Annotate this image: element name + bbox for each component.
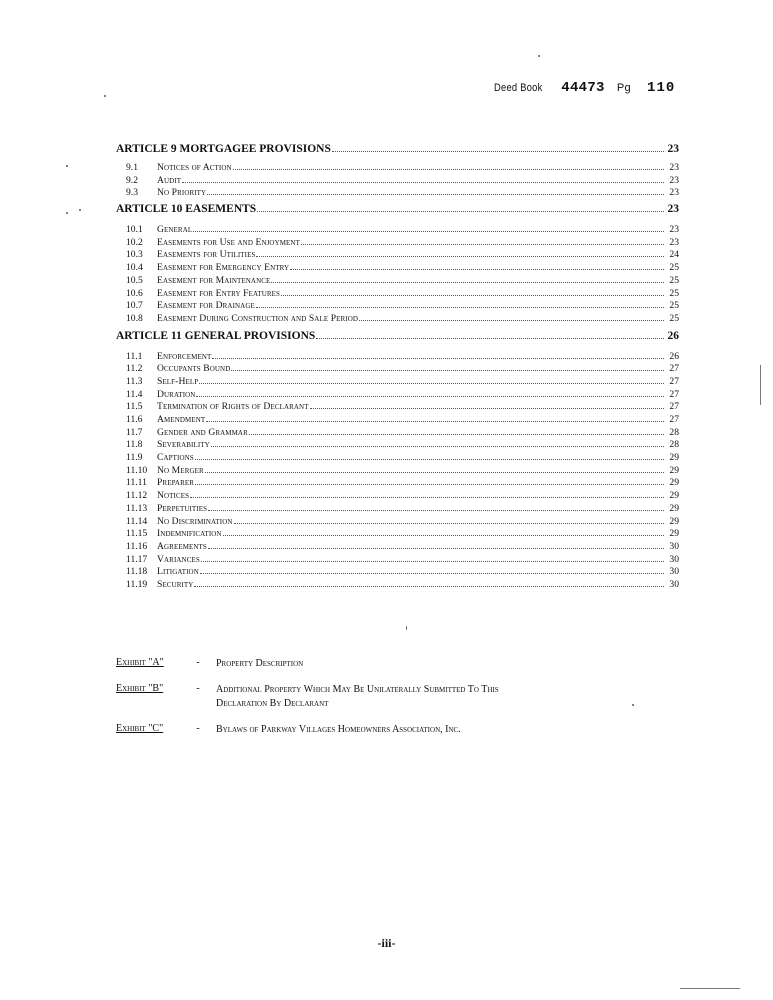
dot-leader [233, 163, 664, 170]
footer-page-number: -iii- [377, 936, 396, 950]
dot-leader [196, 390, 664, 397]
deed-book-label: Deed Book [494, 82, 543, 94]
entry-title: Security [157, 578, 194, 590]
entry-number: 11.18 [126, 566, 148, 578]
toc-entry [116, 401, 679, 414]
dot-leader [256, 301, 664, 308]
entry-title: Captions [157, 452, 194, 464]
entry-number: 10.8 [126, 312, 143, 324]
entry-page: 29 [669, 452, 679, 464]
entry-page: 27 [669, 363, 679, 375]
toc-entry [116, 249, 679, 262]
entry-page: 27 [669, 414, 679, 425]
toc-entry [116, 363, 679, 376]
entry-page: 29 [669, 502, 679, 514]
dot-leader [195, 479, 664, 486]
entry-title: Variances [157, 553, 200, 565]
exhibit-label: Exhibit "B" [116, 683, 164, 694]
toc-entry [116, 288, 679, 301]
entry-title: Enforcement [157, 350, 212, 362]
entry-number: 10.5 [126, 274, 143, 286]
dot-leader [199, 377, 664, 384]
article-title: ARTICLE 11 GENERAL PROVISIONS [116, 329, 316, 342]
article-page: 23 [667, 203, 679, 216]
scan-speck [406, 626, 407, 630]
entry-number: 11.11 [126, 477, 147, 489]
entry-number: 11.12 [126, 490, 148, 502]
deed-book-number: 44473 [561, 80, 605, 96]
dot-leader [332, 144, 664, 152]
entry-page: 29 [669, 528, 679, 540]
entry-page: 27 [669, 401, 679, 413]
toc-entry [116, 579, 679, 592]
entry-number: 11.7 [126, 426, 143, 438]
entry-page: 30 [669, 540, 679, 552]
entry-page: 23 [669, 224, 679, 236]
entry-page: 29 [669, 515, 679, 527]
entry-number: 10.4 [126, 262, 143, 274]
toc-entry [116, 452, 679, 465]
entry-number: 11.15 [126, 528, 148, 540]
dot-leader [359, 314, 664, 321]
entry-number: 11.13 [126, 502, 148, 514]
table-of-contents [116, 143, 679, 592]
toc-entry [116, 262, 679, 275]
entry-title: Severability [157, 439, 210, 451]
dot-leader [316, 331, 664, 339]
entry-number: 11.17 [126, 553, 148, 565]
article-page: 23 [667, 143, 679, 155]
dot-leader [301, 238, 664, 245]
entry-title: Notices of Action [157, 162, 232, 173]
toc-entry [116, 389, 679, 402]
entry-title: Amendment [157, 414, 206, 425]
entry-title: Perpetuities [157, 502, 208, 514]
toc-entry [116, 237, 679, 250]
dot-leader [257, 204, 664, 212]
exhibit-description [216, 723, 461, 737]
entry-page: 29 [669, 464, 679, 476]
entry-title: Self-Help [157, 375, 199, 387]
entry-page: 25 [669, 274, 679, 286]
toc-entry [116, 224, 679, 237]
scan-speck [79, 209, 81, 211]
entry-title: Gender and Grammar [157, 426, 248, 438]
scan-edge-mark [680, 988, 740, 989]
entry-number: 11.19 [126, 578, 148, 590]
entry-page: 25 [669, 312, 679, 324]
dot-leader [207, 189, 664, 196]
toc-entry [116, 414, 679, 427]
dot-leader [195, 453, 664, 460]
toc-entry [116, 376, 679, 389]
dot-leader [194, 580, 664, 587]
entry-number: 10.2 [126, 236, 143, 248]
entry-title: Easement for Entry Features [157, 287, 281, 299]
toc-entry [116, 516, 679, 529]
toc-entry [116, 528, 679, 541]
dot-leader [200, 568, 664, 575]
pg-label: Pg [616, 82, 631, 94]
dot-leader [271, 276, 664, 283]
exhibit-description [216, 683, 499, 711]
entry-title: Duration [157, 388, 196, 400]
entry-number: 10.6 [126, 287, 143, 299]
toc-entry [116, 175, 679, 188]
entry-number: 11.3 [126, 375, 143, 387]
entry-number: 11.8 [126, 439, 143, 451]
entry-title: No Priority [157, 187, 207, 199]
deed-book-stamp [494, 80, 675, 96]
entry-number: 11.9 [126, 452, 143, 464]
article-title: ARTICLE 10 EASEMENTS [116, 203, 257, 216]
entry-page: 30 [669, 566, 679, 578]
entry-title: Easement During Construction and Sale Period [157, 312, 359, 324]
entry-title: Agreements [157, 540, 207, 552]
exhibit-desc-line: Additional Property Which May Be Unilaterally Submitted To This [216, 684, 499, 695]
dot-leader [234, 517, 664, 524]
toc-entry [116, 465, 679, 478]
toc-entry [116, 541, 679, 554]
dot-leader [190, 491, 664, 498]
scan-speck [66, 212, 68, 214]
toc-entry [116, 162, 679, 175]
toc-article-10 [116, 203, 679, 219]
entry-page: 23 [669, 236, 679, 248]
toc-entry [116, 439, 679, 452]
entry-title: Easement for Emergency Entry [157, 262, 290, 274]
dot-leader [211, 441, 664, 448]
scan-speck [104, 95, 106, 97]
entry-number: 10.3 [126, 249, 143, 261]
exhibit-b [116, 683, 636, 711]
dot-leader [182, 176, 664, 183]
exhibit-label: Exhibit "C" [116, 723, 164, 734]
exhibit-list [116, 657, 636, 749]
entry-title: Easements for Use and Enjoyment [157, 236, 300, 248]
entry-title: Preparer [157, 477, 194, 489]
entry-page: 27 [669, 375, 679, 387]
exhibit-desc-line: Bylaws of Parkway Villages Homeowners Association, Inc. [216, 724, 461, 735]
entry-number: 11.1 [126, 350, 143, 362]
dot-leader [193, 225, 664, 232]
entry-page: 29 [669, 477, 679, 489]
dot-leader [310, 403, 664, 410]
entry-page: 27 [669, 388, 679, 400]
entry-page: 25 [669, 262, 679, 274]
entry-page: 30 [669, 578, 679, 590]
entry-number: 10.7 [126, 300, 143, 312]
toc-entry [116, 313, 679, 326]
entry-number: 11.2 [126, 363, 143, 375]
dot-leader [231, 365, 664, 372]
entry-title: Indemnification [157, 528, 222, 540]
entry-page: 23 [669, 187, 679, 199]
entry-page: 30 [669, 553, 679, 565]
dot-leader [208, 504, 664, 511]
dot-leader [223, 529, 664, 536]
exhibit-dash: - [196, 657, 200, 668]
dot-leader [208, 542, 664, 549]
toc-entry [116, 427, 679, 440]
article-page: 26 [667, 329, 679, 342]
entry-page: 29 [669, 490, 679, 502]
entry-title: General [157, 224, 193, 236]
entry-number: 11.10 [126, 464, 148, 476]
entry-number: 11.6 [126, 414, 143, 425]
entry-page: 28 [669, 426, 679, 438]
dot-leader [256, 251, 664, 258]
dot-leader [281, 289, 664, 296]
toc-entry [116, 566, 679, 579]
toc-entry [116, 554, 679, 567]
exhibit-c [116, 723, 636, 737]
toc-entry [116, 351, 679, 364]
toc-entry [116, 300, 679, 313]
scan-edge-mark [760, 365, 761, 405]
toc-article-9 [116, 143, 679, 159]
entry-number: 11.14 [126, 515, 148, 527]
entry-number: 9.2 [126, 174, 138, 186]
entry-page: 26 [669, 350, 679, 362]
entry-page: 28 [669, 439, 679, 451]
entry-title: Notices [157, 490, 190, 502]
toc-entry [116, 275, 679, 288]
dot-leader [206, 415, 664, 422]
entry-number: 9.1 [126, 162, 138, 173]
scan-speck [66, 165, 68, 167]
entry-title: Easement for Drainage [157, 300, 255, 312]
entry-number: 11.5 [126, 401, 143, 413]
toc-entry [116, 477, 679, 490]
entry-number: 10.1 [126, 224, 143, 236]
entry-title: Audit [157, 174, 182, 186]
entry-number: 11.4 [126, 388, 143, 400]
entry-page: 25 [669, 300, 679, 312]
exhibit-dash: - [196, 723, 200, 734]
dot-leader [201, 555, 664, 562]
dot-leader [249, 428, 664, 435]
entry-number: 11.16 [126, 540, 148, 552]
entry-title: Easements for Utilities [157, 249, 256, 261]
article-title: ARTICLE 9 MORTGAGEE PROVISIONS [116, 143, 331, 155]
exhibit-a [116, 657, 636, 671]
entry-number: 9.3 [126, 187, 138, 199]
dot-leader [212, 352, 664, 359]
entry-title: Easement for Maintenance [157, 274, 271, 286]
exhibit-description [216, 657, 303, 671]
toc-entry [116, 187, 679, 200]
exhibit-label: Exhibit "A" [116, 657, 164, 668]
deed-page-number: 110 [647, 80, 676, 96]
scan-speck [538, 55, 540, 57]
entry-page: 25 [669, 287, 679, 299]
entry-title: Litigation [157, 566, 199, 578]
exhibit-desc-line: Declaration By Declarant [216, 698, 329, 709]
dot-leader [205, 466, 664, 473]
entry-title: No Discrimination [157, 515, 233, 527]
entry-title: Termination of Rights of Declarant [157, 401, 309, 413]
toc-entry [116, 490, 679, 503]
toc-article-11 [116, 330, 679, 346]
entry-page: 23 [669, 162, 679, 173]
entry-title: Occupants Bound [157, 363, 231, 375]
dot-leader [290, 263, 664, 270]
exhibit-desc-line: Property Description [216, 658, 304, 669]
entry-title: No Merger [157, 464, 204, 476]
toc-entry [116, 503, 679, 516]
scan-speck [632, 704, 634, 706]
exhibit-dash: - [196, 683, 200, 694]
entry-page: 23 [669, 174, 679, 186]
entry-page: 24 [669, 249, 679, 261]
